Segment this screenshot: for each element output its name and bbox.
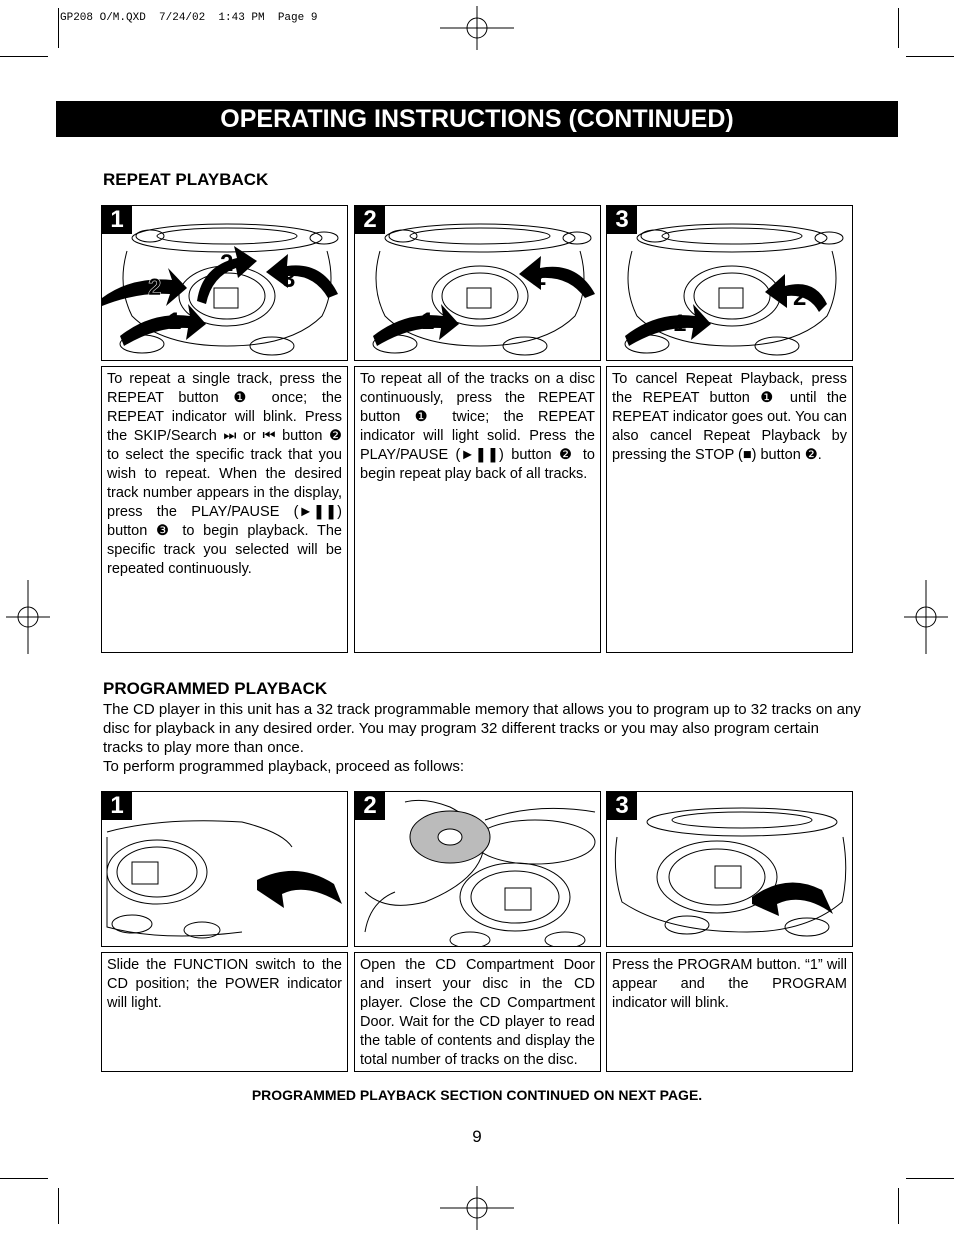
callout-label: 2 xyxy=(220,250,234,277)
intro-instruction: To perform programmed playback, proceed as follows: xyxy=(103,758,464,775)
callout-label: 1 xyxy=(421,308,435,335)
repeat-step-3-illustration xyxy=(606,205,853,361)
cd-player-illustration xyxy=(607,792,852,946)
step-number-badge: 3 xyxy=(607,206,637,234)
step-number-badge: 3 xyxy=(607,792,637,820)
continued-note: PROGRAMMED PLAYBACK SECTION CONTINUED ON NEXT PAGE. xyxy=(251,1087,703,1103)
cd-player-illustration xyxy=(607,206,852,360)
repeat-step-1-illustration xyxy=(101,205,348,361)
programmed-intro xyxy=(103,700,863,776)
step-number-badge: 2 xyxy=(355,792,385,820)
programmed-playback-heading: PROGRAMMED PLAYBACK xyxy=(103,679,328,698)
disc-insertion-illustration xyxy=(355,792,600,946)
repeat-playback-heading: REPEAT PLAYBACK xyxy=(103,170,269,189)
arrow-icons xyxy=(102,206,347,360)
registration-mark-bottom xyxy=(440,1186,514,1230)
step-number-badge: 1 xyxy=(102,206,132,234)
cd-player-side-illustration xyxy=(102,792,347,946)
program-step-1-illustration xyxy=(101,791,348,947)
registration-mark-left xyxy=(6,580,50,654)
program-step-1-text: Slide the FUNCTION switch to the CD position; the POWER indicator will light. xyxy=(101,952,348,1072)
callout-label: 2 xyxy=(533,264,547,291)
registration-mark-top xyxy=(440,6,514,50)
repeat-step-2-illustration xyxy=(354,205,601,361)
callout-label: 2 xyxy=(148,274,162,301)
program-step-2-illustration xyxy=(354,791,601,947)
intro-paragraph: The CD player in this unit has a 32 track programmable memory that allows you to program up to 32 tracks on any disc for playback in any desired order. You may program 32 different tracks or you may also program certain tracks to play more than once. xyxy=(103,701,861,756)
step-number-badge: 2 xyxy=(355,206,385,234)
page-number: 9 xyxy=(472,1127,482,1146)
cd-player-illustration xyxy=(355,206,600,360)
repeat-step-3-text: To cancel Repeat Playback, press the REPEAT button ❶ until the REPEAT indicator goes out. You can also cancel Repeat Playback by pressing the STOP (■) button ❷. xyxy=(606,366,853,653)
program-step-3-text: Press the PROGRAM button. “1” will appear and the PROGRAM indicator will blink. xyxy=(606,952,853,1072)
callout-label: 2 xyxy=(793,284,807,311)
callout-label: 1 xyxy=(673,310,687,337)
repeat-step-1-text: To repeat a single track, press the REPEAT button ❶ once; the REPEAT indicator will blink. Press the SKIP/Search ⏭ or ⏮ button ❷ to select the specific track that you wish to repeat. When the desired track number appears in the display, press the PLAY/PAUSE (►❚❚) button ❸ to begin playback. The specific track you selected will be repeated continuously. xyxy=(101,366,348,653)
registration-mark-right xyxy=(904,580,948,654)
program-step-2-text: Open the CD Compartment Door and insert your disc in the CD player. Close the CD Compartment Door. Wait for the CD player to read the table of contents and display the total number of tracks on the disc. xyxy=(354,952,601,1072)
callout-label: 3 xyxy=(282,266,296,293)
repeat-step-2-text: To repeat all of the tracks on a disc continuously, press the REPEAT button ❶ twice; the REPEAT indicator will light solid. Press the PLAY/PAUSE (►❚❚) button ❷ to begin repeat play back of all tracks. xyxy=(354,366,601,653)
print-slug: GP208 O/M.QXD 7/24/02 1:43 PM Page 9 xyxy=(60,12,318,24)
callout-label: 1 xyxy=(168,308,182,335)
page-title-banner: OPERATING INSTRUCTIONS (CONTINUED) xyxy=(56,101,898,137)
step-number-badge: 1 xyxy=(102,792,132,820)
program-step-3-illustration xyxy=(606,791,853,947)
